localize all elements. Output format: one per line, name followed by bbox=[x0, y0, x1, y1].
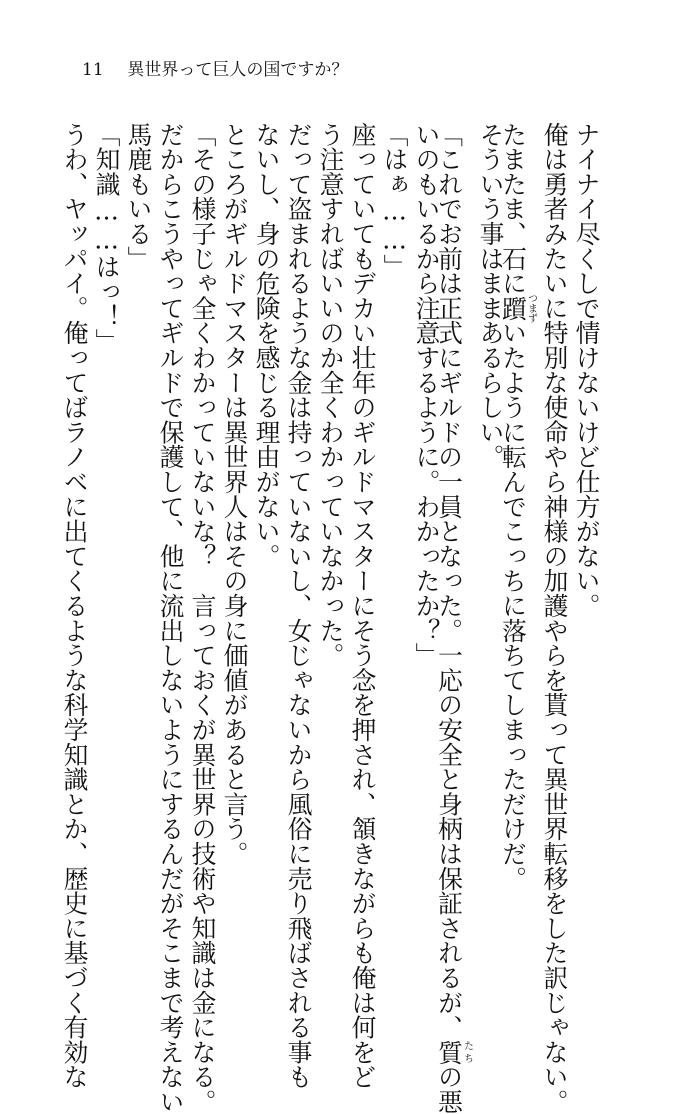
text-column: 「はぁ……」 bbox=[380, 122, 409, 280]
ruby-base: 躓 bbox=[498, 293, 528, 324]
chapter-title: 異世界って巨人の国ですか？ bbox=[127, 60, 349, 80]
text-column: ナイナイ尽くしで情けないけど仕方がない。 bbox=[572, 122, 601, 618]
text-column: だって盗まれるような金は持っていないし、女じゃないから風俗に売り飛ばされる事も bbox=[284, 122, 313, 1090]
ruby-word bbox=[434, 1039, 473, 1065]
text-column: 馬鹿もいる」 bbox=[124, 122, 153, 271]
text-column: う注意すればいいのか全くわかっていなかった。 bbox=[316, 122, 345, 668]
text-run: たまたま、石に bbox=[498, 122, 528, 296]
text-column: 俺は勇者みたいに特別な使命やら神様の加護やらを貰って異世界転移をした訳じゃない。 bbox=[540, 122, 569, 1114]
ruby-base: 質 bbox=[434, 1039, 464, 1065]
text-run: の悪 bbox=[434, 1064, 464, 1114]
text-column: 「その様子じゃ全くわかっていないな？ 言っておくが異世界の技術や知識は金になる。 bbox=[188, 122, 217, 1114]
text-run: いたように転んでこっちに落ちてしまっただけだ。 bbox=[498, 320, 528, 891]
text-column: 座っていてもデカい壮年のギルドマスターにそう念を押され、頷きながらも俺は何をど bbox=[348, 122, 377, 1090]
text-column: 「知識……はっ！」 bbox=[92, 122, 121, 354]
text-column bbox=[434, 122, 473, 1114]
text-column: そういう事はままあるらしい。 bbox=[476, 122, 505, 470]
text-column: ところがギルドマスターは異世界人はその身に価値があると言う。 bbox=[220, 122, 249, 866]
ruby-reading: つまず bbox=[525, 293, 537, 324]
ruby-reading: たち bbox=[461, 1039, 473, 1065]
text-column: いのもいるから注意するように。わかったか？」 bbox=[412, 122, 441, 668]
text-column: ないし、身の危険を感じる理由がない。 bbox=[252, 122, 281, 569]
page-number: 11 bbox=[82, 60, 104, 80]
running-header bbox=[82, 58, 348, 82]
text-column: だからこうやってギルドで保護して、他に流出しないようにするんだがそこまで考えない bbox=[156, 122, 185, 1114]
text-run: 「これでお前は正式にギルドの一員となった。一応の安全と身柄は保証されるが、 bbox=[434, 122, 464, 1040]
text-column bbox=[498, 122, 537, 891]
text-column: うわ、ヤッパイ。俺ってばラノベに出てくるような科学知識とか、歴史に基づく有効な bbox=[60, 122, 89, 1090]
